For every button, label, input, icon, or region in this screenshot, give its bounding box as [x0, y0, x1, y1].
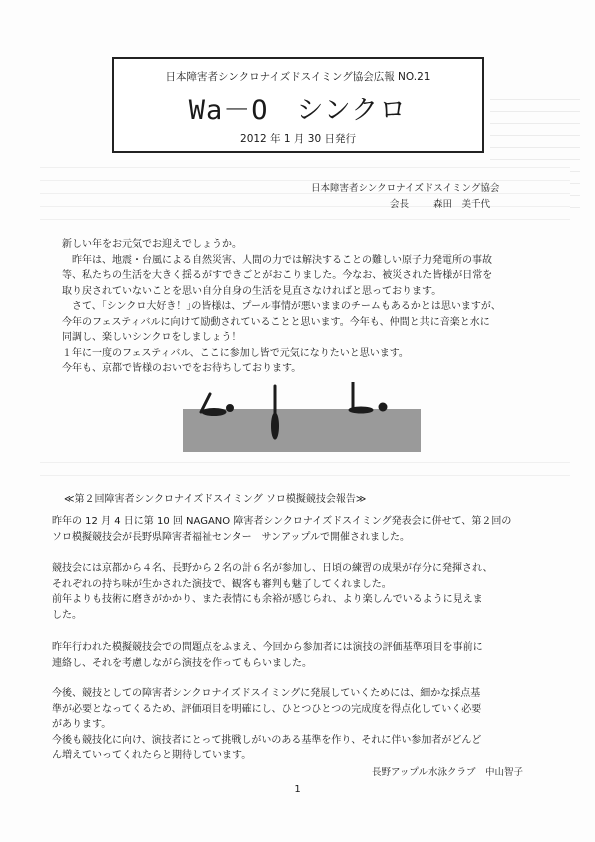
report-line: があります。 [52, 719, 112, 730]
page-number: 1 [294, 784, 301, 795]
report-paragraph [52, 514, 511, 545]
newsletter-header [112, 57, 484, 153]
report-line: ん増えていってくれたらと期待しています。 [52, 750, 252, 761]
report-line: 準が必要となってくるため、評価項目を明確にし、ひとつひとつの完成度を得点化していく必要 [52, 703, 482, 715]
report-line: それぞれの持ち味が生かされた演技で、観客も審判も魅了してくれました。 [52, 578, 392, 590]
signature-org: 日本障害者シンクロナイズドスイミング協会 [311, 183, 500, 194]
report-line: 昨年行われた模擬競技会での問題点をふまえ、今回から参加者には演技の評価基準項目を事前に [52, 642, 483, 653]
show-through-texture [40, 455, 570, 485]
report-line: 競技会には京都から４名、長野から２名の計６名が参加し、日頃の練習の成果が存分に発揮され、 [52, 563, 493, 574]
greeting-line: 今年も、京都で皆様のおいでをお待ちしております。 [62, 363, 302, 374]
greeting-line: １年に一度のフェスティバル、ここに参加し皆で元気になりたいと思います。 [62, 347, 409, 359]
newsletter-issue-line: 日本障害者シンクロナイズドスイミング協会広報 NO.21 [165, 71, 431, 83]
report-heading: ≪第２回障害者シンクロナイズドスイミング ソロ模擬競技会報告≫ [64, 494, 367, 505]
report-paragraph [52, 640, 483, 671]
report-paragraph [52, 686, 481, 764]
greeting-line: さて、｢シンクロ大好き！｣の皆様は、プール事情が悪いままのチームもあるかとは思いますが、 [62, 301, 501, 312]
report-line: 今後も競技化に向け、演技者にとって挑戦しがいのある基準を作り、それに伴い参加者がどんど [52, 734, 482, 746]
swimmers-illustration [183, 382, 421, 452]
swimmer-figure [349, 382, 387, 413]
report-line: ソロ模擬競技会が長野県障害者福祉センター サンアップルで開催されました。 [52, 531, 410, 543]
greeting-text [62, 237, 501, 377]
issue-date: 2012 年 1 月 30 日発行 [240, 133, 356, 145]
report-paragraph [52, 561, 493, 623]
greeting-line: 今年のフェスティバルに向けて励動されていることと思います。今年も、仲間と共に音楽と水に [62, 316, 490, 328]
report-line: した。 [52, 609, 82, 621]
greeting-line: 取り戻されていないことを思い自分自身の生活を見直さなければと思っております。 [62, 285, 442, 297]
greeting-line: 等、私たちの生活を大きく揺るがすできごとがおこりました。今なお、被災された皆様が日常を [62, 270, 493, 281]
report-line: 前年よりも技術に磨きがかかり、また表情にも余裕が感じられ、より楽しんでいるように見えま [52, 594, 483, 605]
report-author: 長野アップル水泳クラブ 中山智子 [372, 767, 523, 778]
greeting-line: 新しい年をお元気でお迎えでしょうか。 [62, 239, 242, 250]
report-line: 連絡し、それを考慮しながら演技を作ってもらいました。 [52, 657, 312, 669]
report-line: 今後、競技としての障害者シンクロナイズドスイミングに発展していくためには、細かな採点基 [52, 688, 481, 699]
signature-role: 会長 [390, 199, 410, 210]
greeting-line: 同調し、楽しいシンクロをしましょう！ [62, 332, 242, 343]
report-line: 昨年の 12 月 4 日に第 10 回 NAGANO 障害者シンクロナイズドスイミング発表会に併せて、第２回の [52, 516, 512, 527]
newsletter-title: Wa－O シンクロ [188, 95, 408, 126]
greeting-line: 昨年は、地震・台風による自然災害、人間の力では解決することの難しい原子力発電所の事故 [62, 254, 492, 266]
show-through-texture [40, 160, 570, 230]
signature-name: 森田 美千代 [433, 199, 491, 210]
